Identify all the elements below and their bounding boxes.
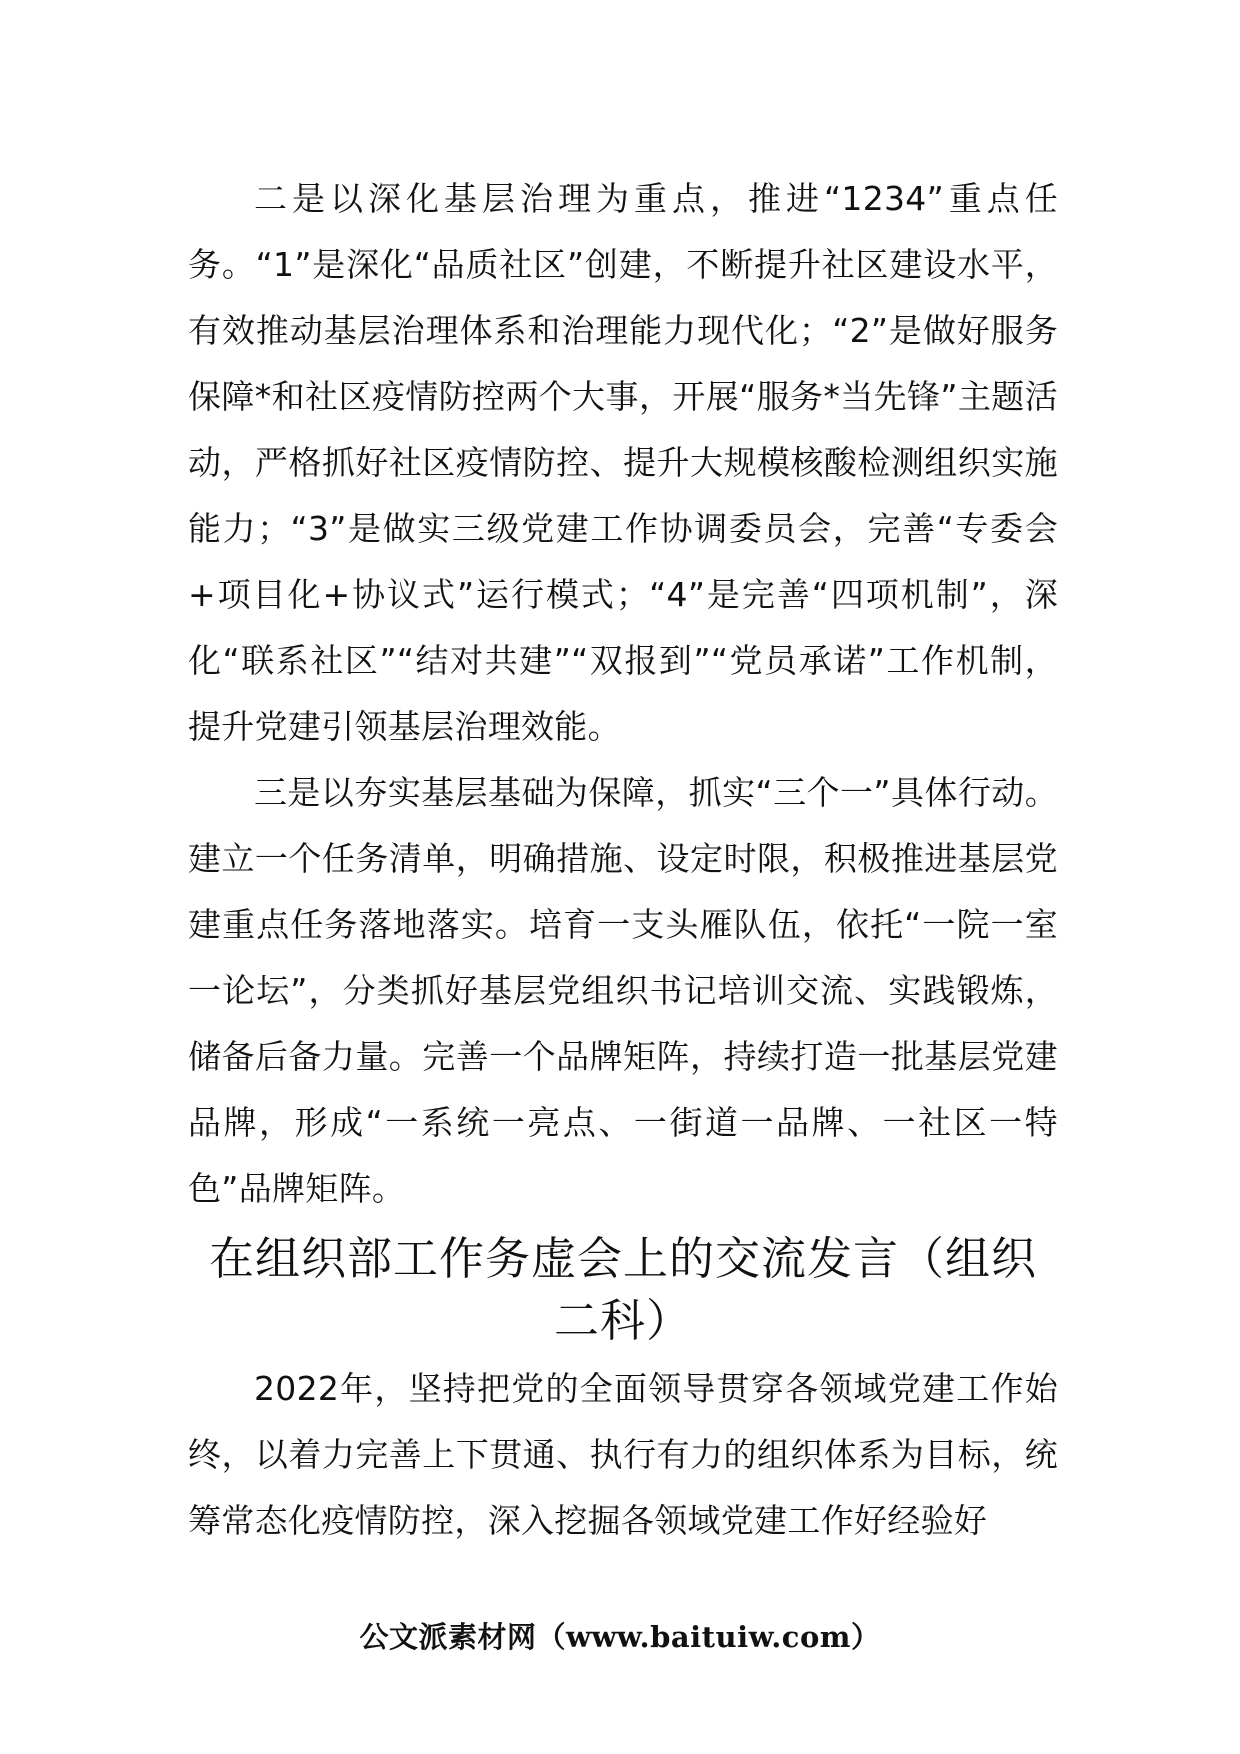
body-paragraph-governance: 二是以深化基层治理为重点，推进“1234”重点任务。“1”是深化“品质社区”创建，不断提升社区建设水平，有效推动基层治理体系和治理能力现代化；“2”是做好服务保障*和社区疫情防控两个大事，开展“服务*当先锋”主题活动，严格抓好社区疫情防控、提升大规模核酸检测组织实施能力；“3”是做实三级党建工作协调委员会，完善“专委会+项目化+协议式”运行模式；“4”是完善“四项机制”，深化“联系社区”“结对共建”“双报到”“党员承诺”工作机制，提升党建引领基层治理效能。 xyxy=(188,179,1058,746)
body-paragraph-foundation: 三是以夯实基层基础为保障，抓实“三个一”具体行动。建立一个任务清单，明确措施、设定时限，积极推进基层党建重点任务落地落实。培育一支头雁队伍，依托“一院一室一论坛”，分类抓好基层党组织书记培训交流、实践锻炼，储备后备力量。完善一个品牌矩阵，持续打造一批基层党建品牌，形成“一系统一亮点、一街道一品牌、一社区一特色”品牌矩阵。 xyxy=(188,773,1058,1208)
section-heading: 在组织部工作务虚会上的交流发言（组织二科） xyxy=(208,1232,1037,1347)
source-watermark: 公文派素材网（www.baituiw.com） xyxy=(359,1620,881,1654)
document-body xyxy=(188,166,1058,1554)
body-paragraph-2022: 2022年，坚持把党的全面领导贯穿各领域党建工作始终，以着力完善上下贯通、执行有力的组织体系为目标，统筹常态化疫情防控，深入挖掘各领域党建工作好经验好 xyxy=(188,1369,1058,1540)
